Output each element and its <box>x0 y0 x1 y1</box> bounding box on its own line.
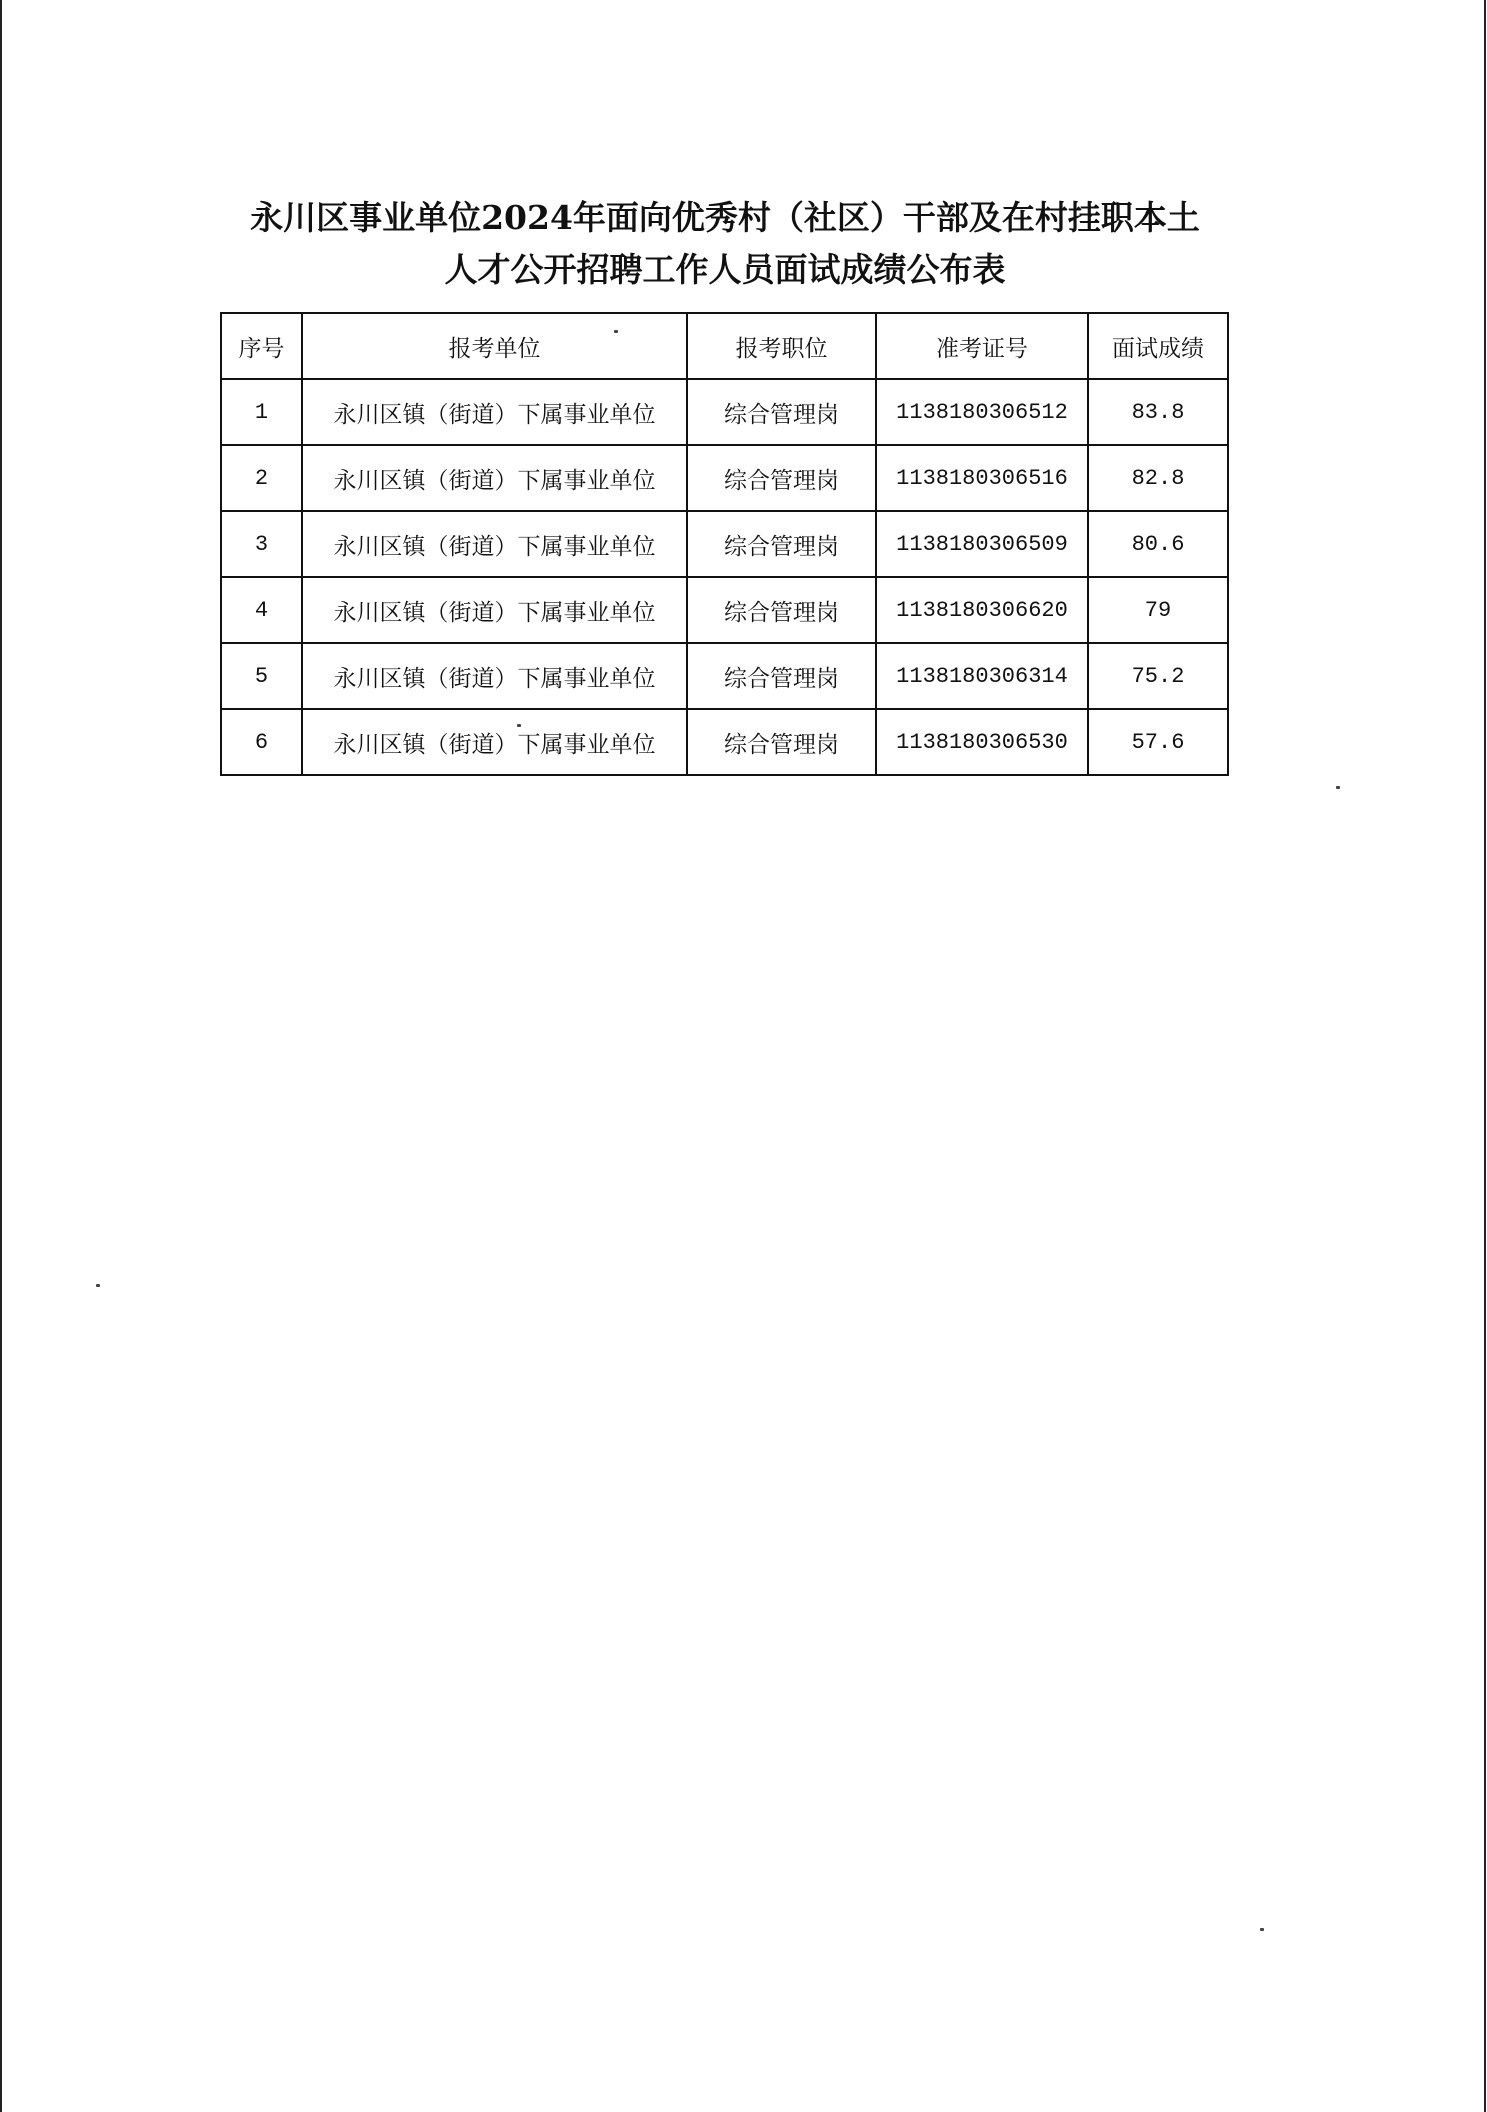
table-row <box>221 709 1228 775</box>
cell-seq: 6 <box>221 709 302 775</box>
header-score: 面试成绩 <box>1088 313 1228 379</box>
cell-score: 57.6 <box>1088 709 1228 775</box>
cell-unit: 永川区镇（街道）下属事业单位 <box>302 379 687 445</box>
cell-seq: 2 <box>221 445 302 511</box>
cell-unit: 永川区镇（街道）下属事业单位 <box>302 511 687 577</box>
cell-post: 综合管理岗 <box>687 643 876 709</box>
scan-right-edge <box>1484 0 1486 2112</box>
page-title-line-1: 永川区事业单位2024年面向优秀村（社区）干部及在村挂职本土 <box>250 198 1200 237</box>
scan-speck <box>1260 1928 1264 1931</box>
interview-score-table <box>220 312 1229 776</box>
cell-score: 83.8 <box>1088 379 1228 445</box>
cell-score: 75.2 <box>1088 643 1228 709</box>
cell-exam-id: 1138180306314 <box>876 643 1088 709</box>
header-seq: 序号 <box>221 313 302 379</box>
scan-speck <box>614 330 618 333</box>
page-title <box>150 192 1300 296</box>
table-row <box>221 445 1228 511</box>
cell-seq: 3 <box>221 511 302 577</box>
cell-post: 综合管理岗 <box>687 511 876 577</box>
cell-unit: 永川区镇（街道）下属事业单位 <box>302 709 687 775</box>
cell-unit: 永川区镇（街道）下属事业单位 <box>302 643 687 709</box>
cell-post: 综合管理岗 <box>687 445 876 511</box>
scan-speck <box>1336 786 1340 789</box>
cell-seq: 1 <box>221 379 302 445</box>
header-unit: 报考单位 <box>302 313 687 379</box>
cell-unit: 永川区镇（街道）下属事业单位 <box>302 577 687 643</box>
cell-score: 82.8 <box>1088 445 1228 511</box>
cell-score: 80.6 <box>1088 511 1228 577</box>
scan-speck <box>517 724 521 727</box>
cell-exam-id: 1138180306620 <box>876 577 1088 643</box>
scan-left-edge <box>0 0 2 2112</box>
table-row <box>221 577 1228 643</box>
cell-post: 综合管理岗 <box>687 709 876 775</box>
scan-speck <box>96 1284 100 1287</box>
header-exam-id: 准考证号 <box>876 313 1088 379</box>
header-post: 报考职位 <box>687 313 876 379</box>
cell-score: 79 <box>1088 577 1228 643</box>
cell-exam-id: 1138180306512 <box>876 379 1088 445</box>
cell-post: 综合管理岗 <box>687 379 876 445</box>
page-title-line-2: 人才公开招聘工作人员面试成绩公布表 <box>444 250 1006 289</box>
cell-exam-id: 1138180306516 <box>876 445 1088 511</box>
cell-exam-id: 1138180306530 <box>876 709 1088 775</box>
cell-exam-id: 1138180306509 <box>876 511 1088 577</box>
cell-post: 综合管理岗 <box>687 577 876 643</box>
cell-seq: 4 <box>221 577 302 643</box>
cell-seq: 5 <box>221 643 302 709</box>
table-header-row <box>221 313 1228 379</box>
table-row <box>221 511 1228 577</box>
cell-unit: 永川区镇（街道）下属事业单位 <box>302 445 687 511</box>
table-row <box>221 643 1228 709</box>
table-row <box>221 379 1228 445</box>
